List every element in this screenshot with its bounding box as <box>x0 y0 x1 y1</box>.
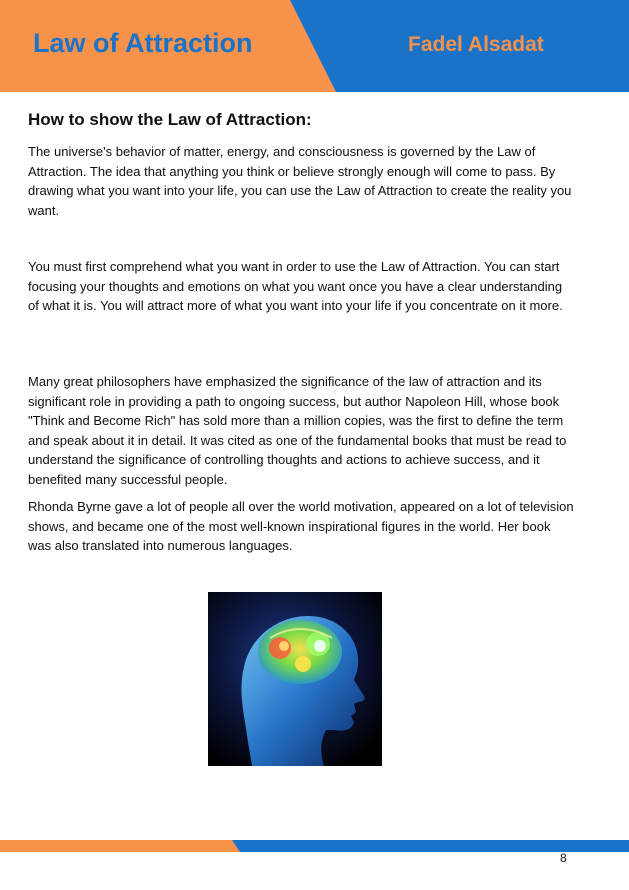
glowing-brain-head-icon <box>208 592 382 766</box>
author-name: Fadel Alsadat <box>408 33 544 56</box>
page-number: 8 <box>560 851 567 865</box>
footer-bar-shape <box>0 840 629 852</box>
paragraph-4: Rhonda Byrne gave a lot of people all over the world motivation, appeared on a lot of television shows, and became one of the most well-known inspirational figures in the world. Her book was also translated into numerous languages. <box>28 499 574 553</box>
brain-head-image <box>208 592 382 766</box>
page-header <box>0 0 629 92</box>
paragraph-2: You must first comprehend what you want in order to use the Law of Attraction. You can start focusing your thoughts and emotions on what you want once you have a clear understanding of what it is. You will attract more of what you want into your life if you concentrate on it more. <box>28 259 563 313</box>
paragraph-1: The universe's behavior of matter, energy, and consciousness is governed by the Law of Attraction. The idea that anything you think or believe strongly enough will come to pass. By drawing what you want into your life, you can use the Law of Attraction to create the reality you want. <box>28 144 572 218</box>
section-heading: How to show the Law of Attraction: <box>28 110 312 129</box>
document-title: Law of Attraction <box>33 28 253 58</box>
page-footer-bar <box>0 839 629 851</box>
paragraph-3: Many great philosophers have emphasized the significance of the law of attraction and its significant role in providing a path to ongoing success, but author Napoleon Hill, whose book "Think and Become Rich" has sold more than a million copies, was the first to define the term and speak about it in detail. It was cited as one of the fundamental books that must be read to understand the significance of controlling thoughts and actions to achieve success, and it benefited many successful people. <box>28 374 567 487</box>
